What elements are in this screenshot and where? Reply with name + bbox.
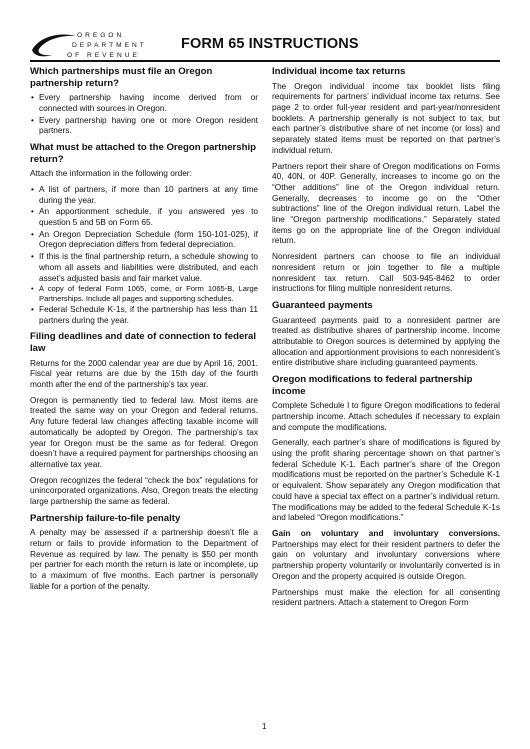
attachments-list: [30, 184, 258, 326]
list-item: • If this is the final partnership return, a schedule showing to whom all assets and liabilities were distributed, and each asset’s adjusted basis and fair market value.: [30, 251, 258, 283]
paragraph: Oregon recognizes the federal “check the box” regulations for unincorporated organizations. Also, Oregon treats the electing large partnership the same as federal.: [30, 474, 258, 507]
paragraph: Oregon is permanently tied to federal law. Most items are treated the same way on your Oregon and federal returns. Any future federal law changes affecting taxable income will automatically be adopted by Oregon. The partnership’s tax year for Oregon must be the same as for federal. Oregon doesn’t have a required payment for partnerships choosing an alternative tax year.: [30, 394, 258, 469]
heading-oregon-modifications: Oregon modifications to federal partnership income: [272, 374, 473, 397]
left-column: [30, 66, 258, 597]
heading-attachments: What must be attached to the Oregon partnership return?: [30, 142, 257, 165]
who-must-file-list: [30, 92, 258, 136]
paragraph: Generally, each partner’s share of modifications is figured by using the profit sharing percentage shown on that partner’s federal Schedule K-1. Each partner’s share of the Oregon modifications must be reported on the partner’s Schedule K-1 or equivalent. Show separately any Oregon modification that could have a special tax effect on a partner’s individual return. The modifications may be added to the federal Schedule K-1s and labeled “Oregon modifications.”: [272, 437, 500, 523]
list-item: • A copy of federal Form 1065, come, or Form 1065-B, Large Partnerships. Include all pages and supporting schedules.: [30, 284, 258, 303]
paragraph: Guaranteed payments paid to a nonresident partner are treated as distributive shares of partnership income. Income attributable to Oregon sources is determined by applying the allocation and apportionment provisions to each nonresident’s entire distributive share including guaranteed payments.: [272, 314, 500, 368]
heading-individual-returns: Individual income tax returns: [272, 66, 406, 77]
list-item: • Every partnership having income derived from or connected with sources in Oregon.: [30, 92, 258, 113]
paragraph: Complete Schedule I to figure Oregon modifications to federal partnership income. Attach schedules if necessary to explain and compute the modifications.: [272, 400, 500, 432]
paragraph: Partnerships must make the election for all consenting resident partners. Attach a statement to Oregon Form: [272, 586, 500, 608]
right-column: [272, 66, 500, 613]
paragraph: Nonresident partners can choose to file an individual nonresident return or join together to file a multiple nonresident tax return. Call 503-945-8462 to order instructions for filing multiple nonresident returns.: [272, 251, 500, 294]
paragraph-conversions: [272, 528, 500, 582]
page-number: 1: [262, 722, 267, 731]
list-item: • Federal Schedule K-1s, if the partnership has less than 11 partners during the year.: [30, 304, 258, 325]
list-item: • A list of partners, if more than 10 partners at any time during the year.: [30, 184, 258, 205]
conversions-text: Partnerships may elect for their resident partners to defer the gain on voluntary and involuntary conversions where partnership property voluntarily or involuntarily converted is in Oregon and the property acquired is outside Oregon.: [272, 538, 500, 581]
logo-line-2: DEPARTMENT: [72, 42, 147, 49]
header-rule: [30, 60, 500, 62]
list-item: • An apportionment schedule, if you answered yes to question 5 and 5B on Form 65.: [30, 206, 258, 227]
paragraph: Returns for the 2000 calendar year are due by April 16, 2001. Fiscal year returns are due by the 15th day of the fourth month after the end of the partnership’s tax year.: [30, 357, 258, 390]
paragraph: A penalty may be assessed if a partnership doesn’t file a return or fails to provide information to the Department of Revenue as required by law. The penalty is $50 per month per partner for each month the return is late or incomplete, up to a maximum of five months. Each partner is personally liable for a portion of the penalty.: [30, 527, 258, 591]
paragraph: The Oregon individual income tax booklet lists filing requirements for partners’ individual income tax returns. See page 2 to order full-year resident and part-year/nonresident booklets. A partnership generally is not subject to tax, but each partner’s distributive share of net income (or loss) and separately stated items must be reported on that partner’s individual return.: [272, 80, 500, 155]
logo-line-1: OREGON: [77, 32, 125, 39]
heading-who-must-file: Which partnerships must file an Oregon partnership return?: [30, 66, 213, 89]
list-item: • Every partnership having one or more Oregon resident partners.: [30, 115, 258, 136]
form-title: FORM 65 INSTRUCTIONS: [181, 36, 359, 52]
conversions-lead: Gain on voluntary and involuntary conversions.: [272, 527, 500, 538]
logo-line-3: OF REVENUE: [67, 52, 140, 59]
heading-filing-deadlines: Filing deadlines and date of connection to federal law: [30, 331, 257, 355]
list-item: • An Oregon Depreciation Schedule (form 150-101-025), if Oregon depreciation differs from federal depreciation.: [30, 229, 258, 250]
heading-guaranteed-payments: Guaranteed payments: [272, 299, 373, 311]
attachments-intro: Attach the information in the following order:: [30, 168, 192, 179]
heading-failure-to-file-penalty: Partnership failure-to-file penalty: [30, 512, 181, 524]
paragraph: Partners report their share of Oregon modifications on Forms 40, 40N, or 40P. Generally, increases to income go on the “Other additions” line of the Oregon individual return. Generally, decreases to income go on the “Other subtractions” line of the Oregon individual return. Label the line “Oregon partnership modifications.” Separately stated items go on the appropriate line of the Oregon individual return.: [272, 160, 500, 246]
